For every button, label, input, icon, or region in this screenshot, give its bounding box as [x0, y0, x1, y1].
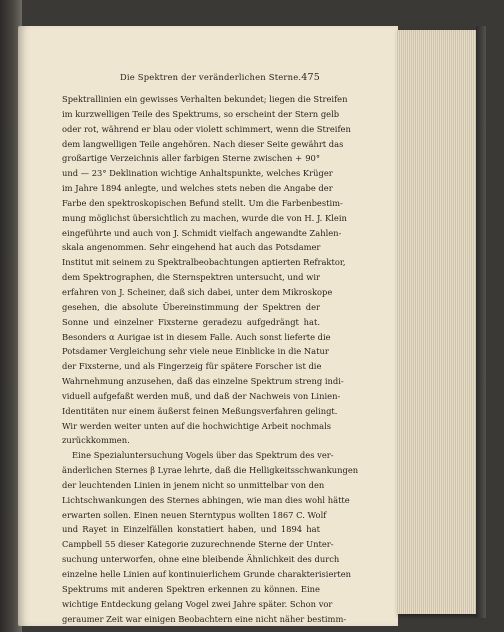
- text-line: der leuchtenden Linien in jenem nicht so unmittelbar von den: [62, 479, 325, 490]
- text-line: Sonne und einzelner Fixsterne geradezu aufgedrängt hat.: [62, 316, 320, 327]
- text-line: Spektrallinien ein gewisses Verhalten bekundet; liegen die Streifen: [62, 94, 348, 104]
- text-line: zurückkommen.: [62, 435, 130, 446]
- text-line: Lichtschwankungen des Sternes abhingen, wie man dies wohl hätte: [62, 494, 350, 505]
- text-line: Besonders α Aurigae ist in diesem Falle. Auch sonst lieferte die: [62, 331, 331, 342]
- body-text: [62, 92, 359, 626]
- text-line: Eine Spezialuntersuchung Vogels über das Spektrum des ver-: [72, 450, 334, 461]
- text-line: geraumer Zeit war einigen Beobachtern eine nicht näher bestimm-: [62, 613, 347, 624]
- text-line: Spektrums mit anderen Spektren erkennen zu können. Eine: [62, 583, 320, 594]
- text-line: eingeführte und auch von J. Schmidt vielfach angewandte Zahlen-: [62, 227, 342, 238]
- text-line: erfahren von J. Scheiner, daß sich dabei, unter dem Mikroskope: [62, 286, 333, 297]
- text-line: im kurzwelligen Teile des Spektrums, so erscheint der Stern gelb: [62, 108, 340, 119]
- text-line: dem langwelligen Teile angehören. Nach dieser Seite gewährt das: [62, 138, 344, 149]
- text-line: erwarten sollen. Einen neuen Sterntypus wollten 1867 C. Wolf: [62, 509, 327, 520]
- text-line: gesehen, die absolute Übereinstimmung der Spektren der: [62, 301, 320, 312]
- text-line: oder rot, während er blau oder violett schimmert, wenn die Streifen: [62, 123, 351, 134]
- text-line: und — 23° Deklination wichtige Anhaltspunkte, welches Krüger: [62, 168, 333, 179]
- text-line: viduell aufgefaßt werden muß, und daß der Nachweis von Linien-: [62, 390, 341, 401]
- text-line: suchung unterworfen, ohne eine bleibende Ähnlichkeit des durch: [62, 554, 340, 565]
- text-line: Potsdamer Vergleichung sehr viele neue Einblicke in die Natur: [62, 346, 329, 357]
- text-line: der Fixsterne, und als Fingerzeig für spätere Forscher ist die: [62, 361, 322, 372]
- text-line: Identitäten nur einem äußerst feinen Meßungsverfahren gelingt.: [62, 405, 338, 416]
- text-line: im Jahre 1894 anlegte, und welches stets neben die Angabe der: [62, 183, 333, 194]
- text-line: Institut mit seinem zu Spektralbeobachtungen aptierten Refraktor,: [62, 257, 346, 268]
- text-line: Campbell 55 dieser Kategorie zuzurechnende Sterne der Unter-: [62, 539, 334, 550]
- text-line: großartige Verzeichnis aller farbigen Sterne zwischen + 90°: [62, 153, 320, 164]
- page-edges: [396, 30, 481, 614]
- text-line: skala angenommen. Sehr eingehend hat auch das Potsdamer: [62, 242, 321, 253]
- text-line: mung möglichst übersichtlich zu machen, wurde die von H. J. Klein: [62, 212, 347, 223]
- book-cover-edge: [476, 26, 486, 618]
- running-title: Die Spektren der veränderlichen Sterne.: [120, 72, 302, 82]
- page-number: 475: [301, 72, 320, 83]
- text-line: Farbe den spektroskopischen Befund stellt. Um die Farbenbestim-: [62, 197, 343, 208]
- text-line: dem Spektrographen, die Sternspektren untersucht, und wir: [62, 272, 320, 283]
- text-line: wichtige Entdeckung gelang Vogel zwei Jahre später. Schon vor: [62, 598, 333, 609]
- text-line: Wir werden weiter unten auf die hochwichtige Arbeit nochmals: [62, 420, 332, 431]
- text-line: einzelne helle Linien auf kontinuierlichem Grunde charakterisierten: [62, 569, 352, 579]
- text-line: Wahrnehmung anzusehen, daß das einzelne Spektrum streng indi-: [62, 376, 344, 387]
- text-line: und Rayet in Einzelfällen konstatiert haben, und 1894 hat: [62, 524, 320, 535]
- text-line: änderlichen Sternes β Lyrae lehrte, daß die Helligkeitsschwankungen: [62, 465, 359, 476]
- running-header: [62, 72, 320, 86]
